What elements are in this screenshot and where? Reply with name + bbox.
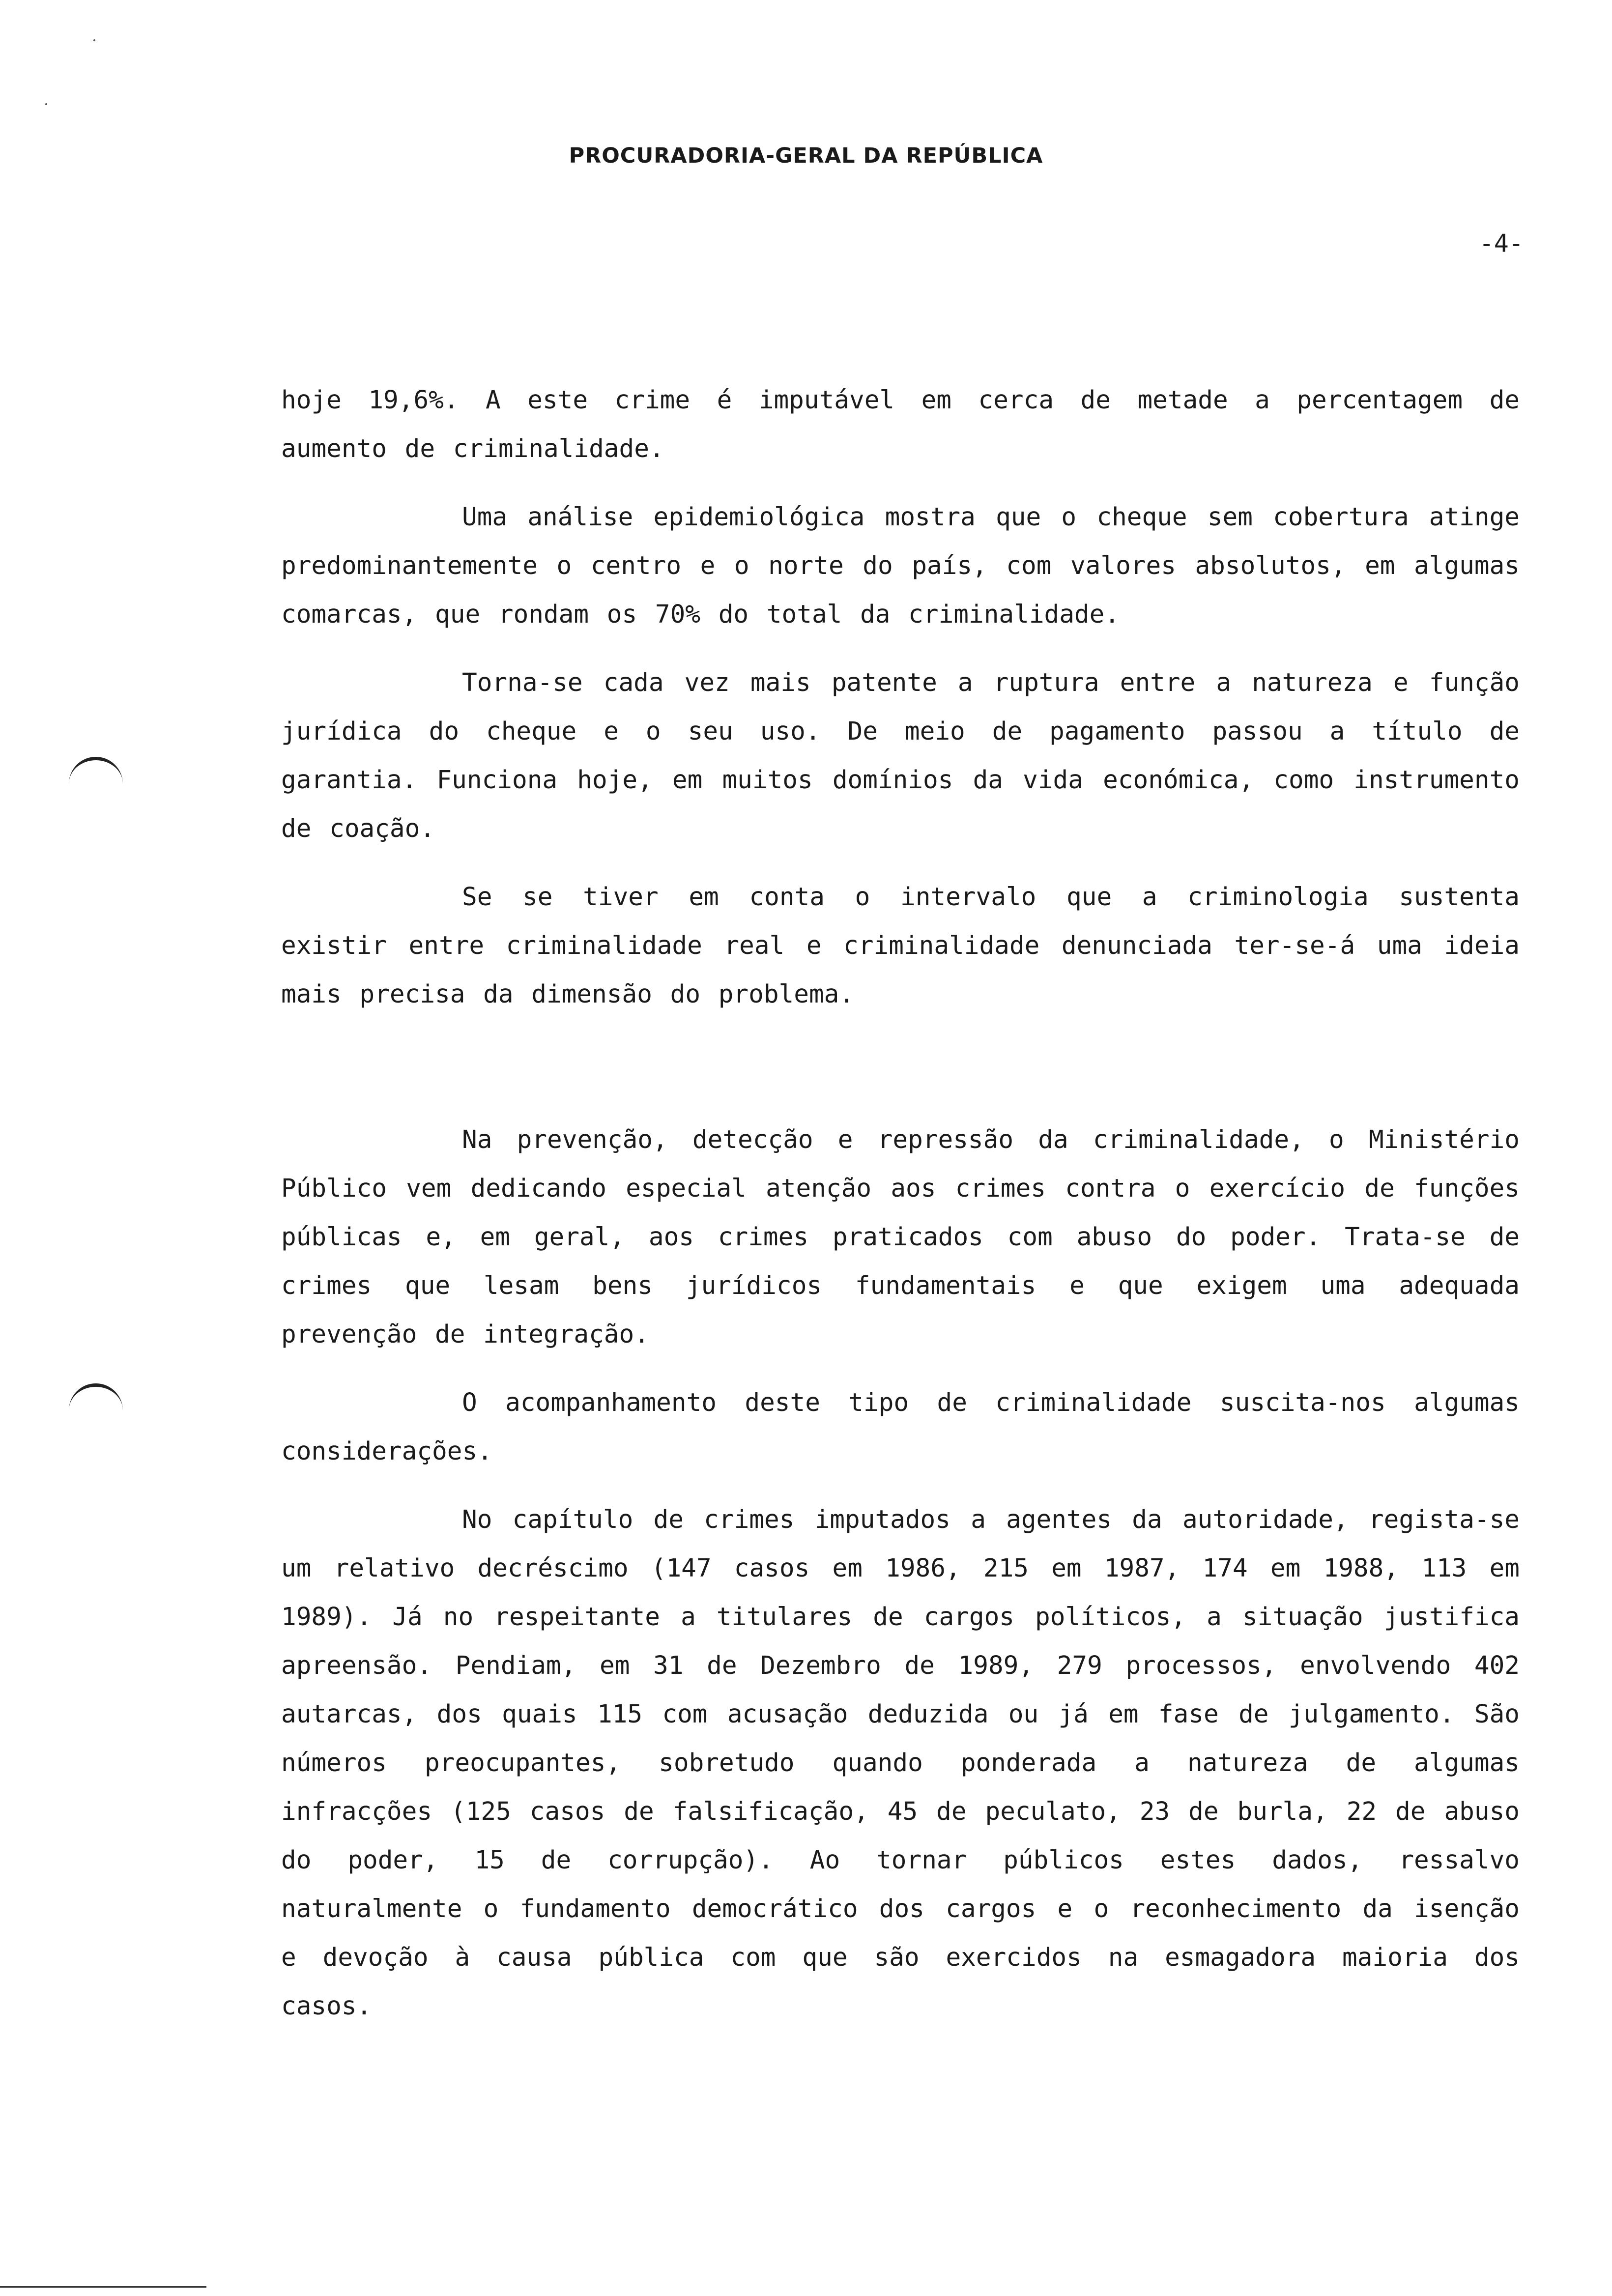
paragraph: Se se tiver em conta o intervalo que a criminologia sustenta existir entre criminalidade real e criminalidade denunciada ter-se-á uma ideia mais precisa da dimensão do problema. [281, 883, 1520, 1009]
paragraph: O acompanhamento deste tipo de criminalidade suscita-nos algumas considerações. [281, 1388, 1520, 1466]
page-number: -4- [1479, 229, 1524, 258]
scan-speck [45, 103, 47, 105]
scan-speck [93, 39, 95, 41]
section-1 [281, 376, 1520, 1019]
paragraph: Na prevenção, detecção e repressão da criminalidade, o Ministério Público vem dedicando especial atenção aos crimes contra o exercício de funções públicas e, em geral, aos crimes praticados com abuso do poder. Trata-se de crimes que lesam bens jurídicos fundamentais e que exigem uma adequada prevenção de integração. [281, 1125, 1520, 1349]
bottom-rule [0, 2286, 206, 2288]
paragraph: Uma análise epidemiológica mostra que o cheque sem cobertura atinge predominantemente o centro e o norte do país, com valores absolutos, em algumas comarcas, que rondam os 70% do total da criminalidade. [281, 503, 1520, 629]
letterhead-title: PROCURADORIA-GERAL DA REPÚBLICA [569, 144, 1043, 168]
paragraph: No capítulo de crimes imputados a agentes da autoridade, regista-se um relativo decréscimo (147 casos em 1986, 215 em 1987, 174 em 1988, 113 em 1989). Já no respeitante a titulares de cargos políticos, a situação justifica apreensão. Pendiam, em 31 de Dezembro de 1989, 279 processos, envolvendo 402 autarcas, dos quais 115 com acusação deduzida ou já em fase de julgamento. São números preocupantes, sobretudo quando ponderada a natureza de algumas infracções (125 casos de falsificação, 45 de peculato, 23 de burla, 22 de abuso do poder, 15 de corrupção). Ao tornar públicos estes dados, ressalvo naturalmente o fundamento democrático dos cargos e o reconhecimento da isenção e devoção à causa pública com que são exercidos na esmagadora maioria dos casos. [281, 1505, 1520, 2021]
section-2 [281, 1116, 1520, 2031]
paragraph: Torna-se cada vez mais patente a ruptura entre a natureza e função jurídica do cheque e o seu uso. De meio de pagamento passou a título de garantia. Funciona hoje, em muitos domínios da vida económica, como instrumento de coação. [281, 668, 1520, 843]
punch-hole-mark [69, 1383, 123, 1416]
punch-hole-mark [69, 757, 123, 790]
paragraph: hoje 19,6%. A este crime é imputável em cerca de metade a percentagem de aumento de criminalidade. [281, 386, 1520, 463]
